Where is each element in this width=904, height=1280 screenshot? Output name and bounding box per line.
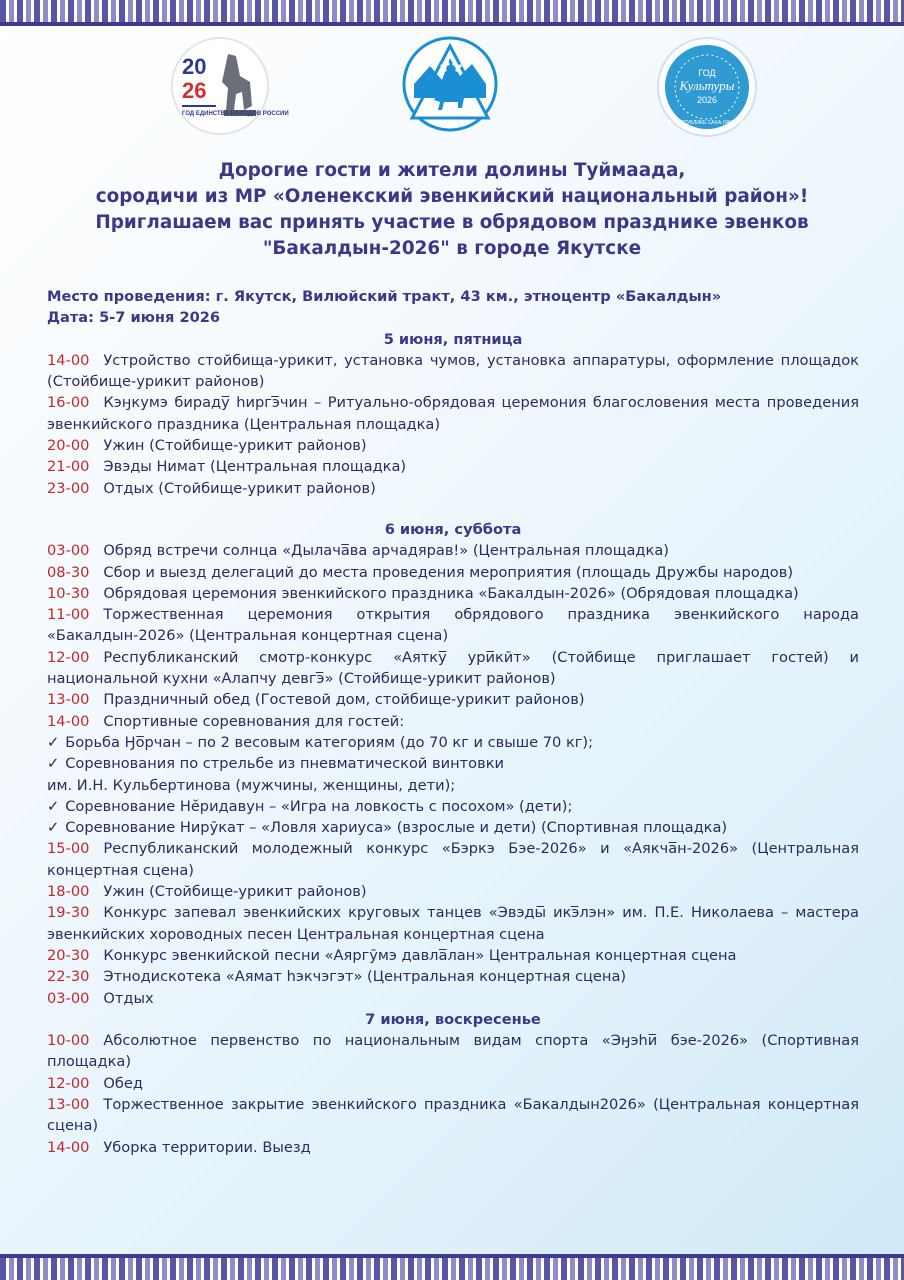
item-time: 22-30	[47, 968, 90, 986]
check-note: им. И.Н. Кульбертинова (мужчины, женщины, дети);	[47, 776, 456, 794]
item-time: 19-30	[47, 904, 90, 922]
item-time: 15-00	[47, 840, 90, 858]
logos-row	[0, 36, 904, 136]
item-time: 13-00	[47, 1095, 90, 1113]
item-time: 21-00	[47, 458, 90, 476]
item-time: 03-00	[47, 542, 90, 560]
schedule-item	[47, 988, 859, 1009]
schedule-item	[47, 1094, 859, 1137]
item-text: Этнодискотека «Аямат һэкчэгэт» (Центральная концертная сцена)	[103, 968, 627, 986]
olenek-emblem	[402, 36, 498, 132]
check-text: Соревнования по стрельбе из пневматической винтовки	[65, 755, 505, 773]
schedule-item	[47, 435, 859, 456]
event-place: Место проведения: г. Якутск, Вилюйский тракт, 43 км., этноцентр «Бакалдын»	[47, 288, 722, 305]
culture-logo-year: 2026	[696, 95, 718, 105]
unity-year-logo	[170, 36, 289, 136]
item-text: Республиканский смотр-конкурс «Аятку̅ ури̅кӣт» (Стойбище приглашает гостей) и национальной кухни «Алапчу девгэ̅» (Стойбище-урикит районов)	[47, 648, 859, 688]
item-text: Праздничный обед (Гостевой дом, стойбище-урикит районов)	[103, 691, 585, 709]
item-text: Конкурс эвенкийской песни «Аяргӯмэ давла̅лан» Центральная концертная сцена	[103, 946, 737, 964]
schedule-item	[47, 966, 859, 987]
check-item	[47, 817, 859, 838]
item-text: Кэӈкумэ бираду̅ һиргэ̅чин – Ритуально-обрядовая церемония благословения места проведения эвенкийского праздника (Центральная площадка)	[47, 394, 859, 433]
item-time: 14-00	[47, 351, 90, 369]
item-text: Спортивные соревнования для гостей:	[103, 712, 405, 730]
schedule-item	[47, 1137, 859, 1158]
item-text: Отдых (Стойбище-урикит районов)	[103, 479, 376, 497]
invitation-heading	[40, 158, 864, 262]
schedule-item	[47, 350, 859, 393]
item-time: 03-00	[47, 989, 90, 1007]
item-text: Обрядовая церемония эвенкийского праздника «Бакалдын-2026» (Обрядовая площадка)	[103, 584, 799, 602]
item-time: 18-00	[47, 883, 90, 901]
schedule-item	[47, 838, 859, 881]
item-text: Обед	[103, 1074, 143, 1092]
schedule-item	[47, 478, 859, 499]
item-time: 14-00	[47, 1138, 90, 1156]
item-text: Уборка территории. Выезд	[103, 1138, 311, 1156]
checkmark-icon: ✓	[47, 797, 60, 815]
item-time: 20-30	[47, 946, 90, 964]
event-date: Дата: 5-7 июня 2026	[47, 309, 221, 327]
check-text: Борьба Ӈо̅рчан – по 2 весовым категориям (до 70 кг и свыше 70 кг);	[65, 733, 594, 751]
logo-year-bottom: 26	[182, 78, 207, 103]
item-text: Устройство стойбища-урикит, установка чумов, установка аппаратуры, оформление площадок (Стойбище-урикит районов)	[47, 351, 859, 391]
culture-logo-word: Культуры	[679, 78, 735, 93]
schedule-item	[47, 562, 859, 583]
item-time: 12-00	[47, 648, 90, 666]
schedule-item	[47, 456, 859, 477]
item-text: Торжественная церемония открытия обрядового праздника эвенкийского народа «Бакалдын-2026» (Центральная концертная сцена)	[47, 606, 859, 645]
schedule-item	[47, 583, 859, 604]
logo-year-top: 20	[182, 54, 207, 79]
heading-line-4: "Бакалдын-2026" в городе Якутске	[262, 238, 642, 259]
culture-year-logo	[656, 36, 758, 138]
day-title-june-7: 7 июня, воскресенье	[365, 1010, 541, 1028]
item-text: Ужин (Стойбище-урикит районов)	[103, 883, 367, 901]
day-title-june-6: 6 июня, суббота	[384, 520, 522, 538]
item-time: 10-00	[47, 1032, 90, 1050]
item-text: Эвэды Нимат (Центральная площадка)	[103, 458, 407, 476]
check-text: Соревнование Нирӯкат – «Ловля хариуса» (взрослые и дети) (Спортивная площадка)	[65, 819, 728, 837]
item-time: 10-30	[47, 584, 90, 602]
ornament-border-top	[0, 0, 904, 26]
culture-logo-god: ГОД	[698, 68, 716, 78]
item-time: 11-00	[47, 606, 90, 624]
spacer	[47, 499, 859, 519]
item-text: Абсолютное первенство по национальным видам спорта «Эӈэһи̅ бэе-2026» (Спортивная площадка)	[47, 1032, 859, 1071]
program-content	[47, 286, 859, 1158]
item-text: Сбор и выезд делегаций до места проведения мероприятия (площадь Дружбы народов)	[103, 563, 794, 581]
item-time: 23-00	[47, 479, 90, 497]
check-item	[47, 796, 859, 817]
item-time: 12-00	[47, 1074, 90, 1092]
schedule-item	[47, 1073, 859, 1094]
schedule-item	[47, 647, 859, 690]
schedule-item	[47, 392, 859, 435]
item-text: Обряд встречи солнца «Дылача̅ва арчадярав!» (Центральная площадка)	[103, 542, 669, 560]
item-text: Республиканский молодежный конкурс «Бэркэ Бэе-2026» и «Аякча̅н-2026» (Центральная концертная сцена)	[47, 840, 859, 879]
item-time: 16-00	[47, 394, 90, 412]
heading-line-3: Приглашаем вас принять участие в обрядовом празднике эвенков	[95, 212, 809, 233]
culture-logo-ring: В РЕСПУБЛИКЕ САХА (ЯКУТИЯ)	[668, 120, 746, 126]
heading-line-1: Дорогие гости и жители долины Туймаада,	[218, 160, 686, 181]
check-item	[47, 732, 859, 753]
check-text: Соревнование Нӗридавун – «Игра на ловкость с посохом» (дети);	[65, 797, 573, 815]
heading-line-2: сородичи из МР «Оленекский эвенкийский национальный район»!	[95, 186, 809, 207]
checkmark-icon: ✓	[47, 819, 60, 837]
schedule-item	[47, 689, 859, 710]
item-time: 13-00	[47, 691, 90, 709]
schedule-item	[47, 945, 859, 966]
schedule-item	[47, 881, 859, 902]
check-item	[47, 753, 859, 774]
ornament-border-bottom	[0, 1254, 904, 1280]
schedule-item	[47, 711, 859, 732]
item-text: Отдых	[103, 989, 154, 1007]
schedule-item	[47, 902, 859, 945]
checkmark-icon: ✓	[47, 755, 60, 773]
day-title-june-5: 5 июня, пятница	[383, 330, 523, 348]
schedule-item	[47, 604, 859, 647]
item-time: 20-00	[47, 437, 90, 455]
item-text: Торжественное закрытие эвенкийского праздника «Бакалдын2026» (Центральная концертная сцена)	[47, 1095, 859, 1135]
checkmark-icon: ✓	[47, 733, 60, 751]
item-text: Ужин (Стойбище-урикит районов)	[103, 437, 367, 455]
schedule-item	[47, 1030, 859, 1073]
logo-caption: ГОД ЕДИНСТВА НАРОДОВ РОССИИ	[182, 111, 289, 117]
item-time: 14-00	[47, 712, 90, 730]
schedule-item	[47, 540, 859, 561]
item-text: Конкурс запевал эвенкийских круговых танцев «Эвэды̅ икэ̅лэн» им. П.Е. Николаева – мастера эвенкийских хороводных песен Центральная концертная сцена	[47, 904, 859, 943]
item-time: 08-30	[47, 563, 90, 581]
